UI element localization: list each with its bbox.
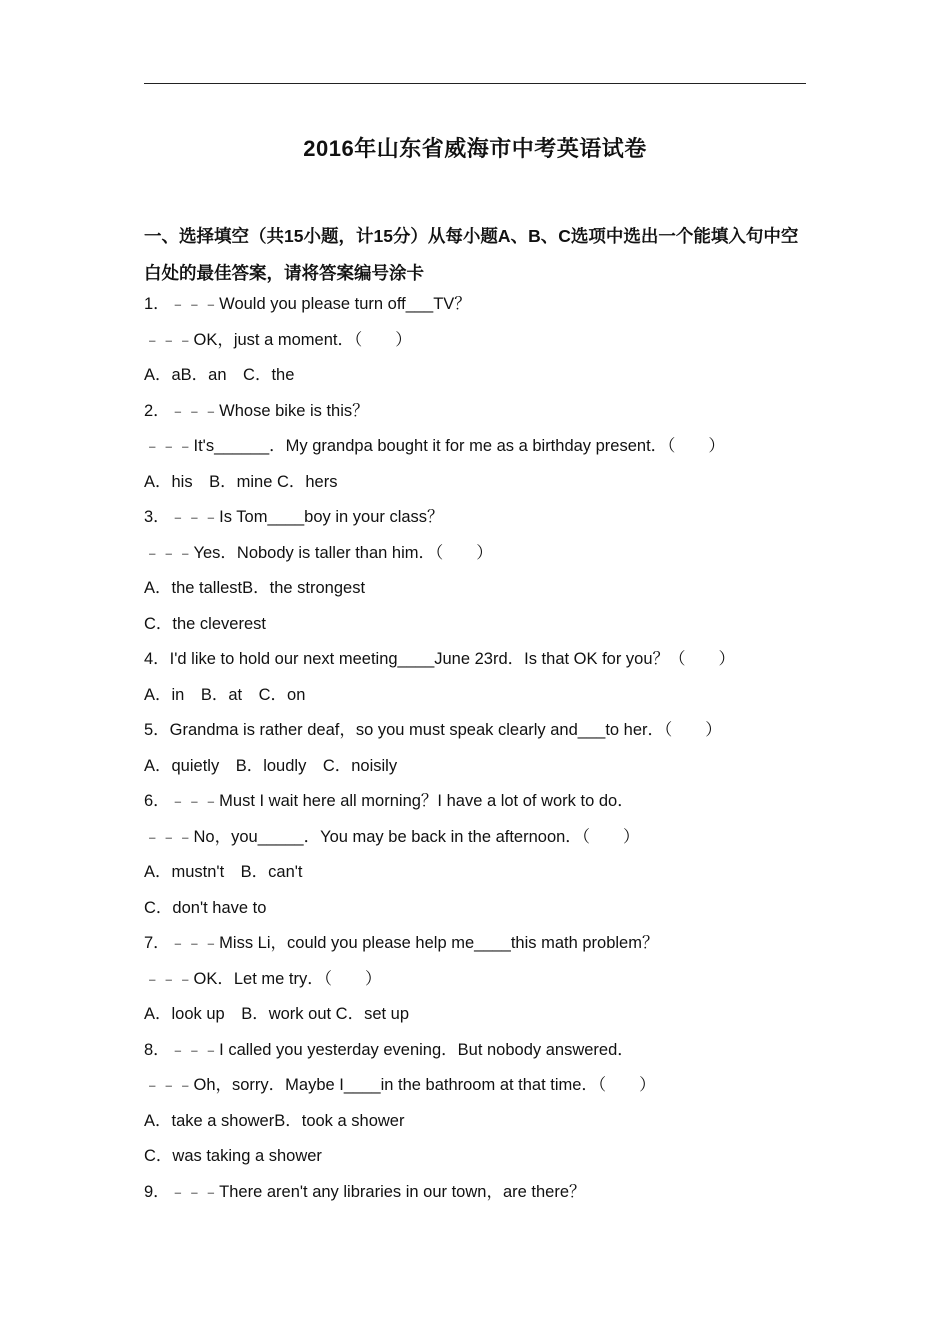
question-line: 3．﹣﹣﹣Is Tom____boy in your class？ [144,508,444,526]
question-line: ﹣﹣﹣Oh，sorry．Maybe I____in the bathroom at that time．（ ） [144,1076,656,1094]
option-line: A．the tallestB．the strongest [144,579,366,597]
question-line: ﹣﹣﹣Yes．Nobody is taller than him．（ ） [144,543,493,562]
option-line: A．aB．an C．the [144,366,295,384]
header-rule [144,83,806,84]
question-line: ﹣﹣﹣No，you_____．You may be back in the afternoon．（ ） [144,827,640,846]
option-line: A．take a showerB．took a shower [144,1111,405,1130]
question-line: 2．﹣﹣﹣Whose bike is this？ [144,401,369,420]
option-line: C．the cleverest [144,614,266,633]
question-line: 5．Grandma is rather deaf，so you must speak clearly and___to her．（ ） [144,721,722,739]
question-line: 4．I'd like to hold our next meeting____June 23rd．Is that OK for you？（ ） [144,650,736,668]
question-line: 1．﹣﹣﹣Would you please turn off___TV？ [144,295,471,313]
question-line: 6．﹣﹣﹣Must I wait here all morning？I have a lot of work to do． [144,792,634,810]
option-line: C．don't have to [144,898,267,917]
option-line: A．look up B．work out C．set up [144,1005,410,1023]
page-title: 2016年山东省威海市中考英语试卷 [303,136,647,161]
question-line: ﹣﹣﹣OK，just a moment．（ ） [144,330,412,349]
question-line: ﹣﹣﹣OK．Let me try．（ ） [144,969,382,988]
option-line: A．quietly B．loudly C．noisily [144,756,398,775]
option-line: C．was taking a shower [144,1147,322,1165]
question-line: 9．﹣﹣﹣There aren't any libraries in our town，are there？ [144,1182,586,1201]
option-line: A．in B．at C．on [144,685,306,704]
option-line: A．his B．mine C．hers [144,472,338,491]
question-line: ﹣﹣﹣It's______．My grandpa bought it for me as a birthday present．（ ） [144,437,725,455]
option-line: A．mustn't B．can't [144,863,303,881]
section-heading: 一、选择填空（共15小题，计15分）从每小题A、B、C选项中选出一个能填入句中空白处的最佳答案，请将答案编号涂卡 [144,226,799,283]
question-line: 8．﹣﹣﹣I called you yesterday evening．But nobody answered． [144,1040,634,1059]
question-line: 7．﹣﹣﹣Miss Li，could you please help me____this math problem？ [144,934,659,952]
question-list [144,287,824,1210]
